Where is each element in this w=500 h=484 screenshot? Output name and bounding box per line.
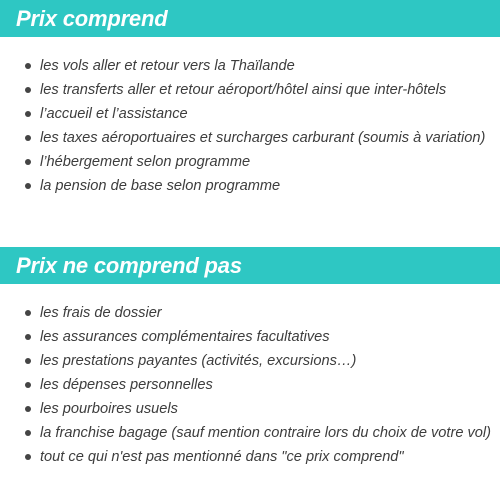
list-item [0,78,485,102]
included-banner [0,0,500,37]
list-item-text: l’accueil et l’assistance [40,106,188,122]
list-item [0,325,491,349]
bullet-icon [25,135,31,141]
list-item [0,349,491,373]
excluded-list [0,301,491,469]
bullet-icon [25,63,31,69]
list-item-text: la franchise bagage (sauf mention contraire lors du choix de votre vol) [40,425,492,441]
list-item [0,373,491,397]
list-item [0,102,485,126]
bullet-icon [25,454,31,460]
list-item [0,126,485,150]
bullet-icon [25,159,31,165]
excluded-section [0,247,500,465]
list-item-text: les dépenses personnelles [40,377,213,393]
list-item-text: les transferts aller et retour aéroport/hôtel ainsi que inter-hôtels [40,82,447,98]
bullet-icon [25,430,31,436]
list-item [0,54,485,78]
bullet-icon [25,183,31,189]
bullet-icon [25,87,31,93]
list-item [0,421,491,445]
list-item [0,445,491,469]
excluded-banner [0,247,500,284]
included-title: Prix comprend [16,5,168,31]
bullet-icon [25,334,31,340]
list-item [0,150,485,174]
bullet-icon [25,111,31,117]
list-item [0,174,485,198]
list-item-text: les vols aller et retour vers la Thaïlande [40,58,295,74]
list-item [0,301,491,325]
list-item-text: les prestations payantes (activités, excursions…) [40,353,357,369]
list-item-text: les assurances complémentaires facultatives [40,329,330,345]
included-section [0,0,500,194]
list-item-text: les taxes aéroportuaires et surcharges carburant (soumis à variation) [40,130,486,146]
included-list [0,54,485,198]
list-item-text: l’hébergement selon programme [40,154,251,170]
list-item-text: tout ce qui n'est pas mentionné dans "ce prix comprend" [40,449,404,465]
list-item-text: les frais de dossier [40,305,162,321]
bullet-icon [25,310,31,316]
bullet-icon [25,358,31,364]
excluded-title: Prix ne comprend pas [16,252,242,278]
list-item-text: la pension de base selon programme [40,178,281,194]
bullet-icon [25,382,31,388]
bullet-icon [25,406,31,412]
list-item [0,397,491,421]
list-item-text: les pourboires usuels [40,401,178,417]
